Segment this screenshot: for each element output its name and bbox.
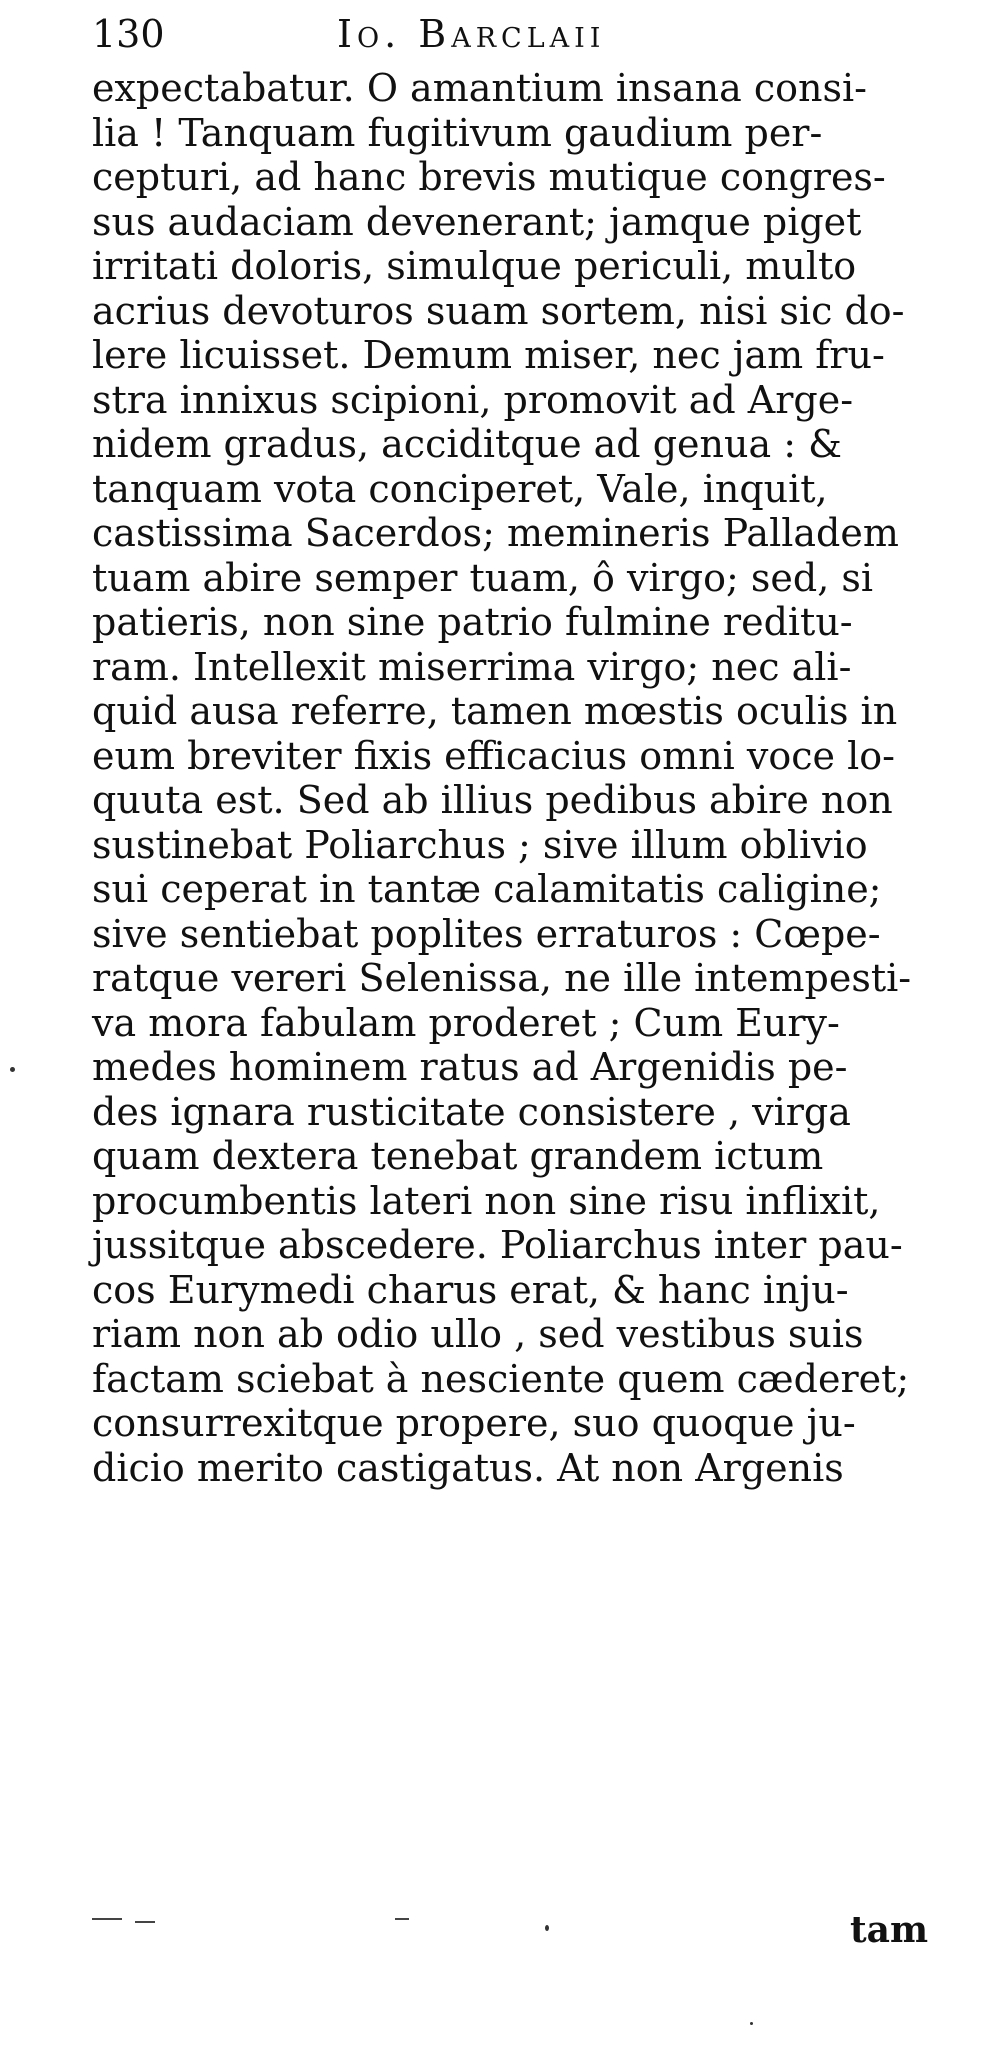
text-line: castissima Sacerdos; memineris Palladem [92,511,899,555]
text-line: eum breviter fixis efficacius omni voce lo- [92,733,895,778]
text-line: expectabatur. O amantium insana consi- [92,66,867,110]
text-line: irritati doloris, simulque periculi, multo [92,244,857,288]
text-line: acrius devoturos suam sortem, nisi sic do- [92,288,905,333]
text-line: nidem gradus, acciditque ad genua : & [92,422,842,466]
catchword: tam [850,1909,929,1951]
text-line: lia ! Tanquam fugitivum gaudium per- [92,110,823,155]
text-line: sustinebat Poliarchus ; sive illum oblivio [92,822,868,867]
text-line: procumbentis lateri non sine risu inflixit, [92,1178,881,1223]
page-header [92,4,712,64]
text-line: consurrexitque propere, suo quoque ju- [92,1401,856,1445]
text-line: sui ceperat in tantæ calamitatis caligine; [92,867,882,911]
text-line: tuam abire semper tuam, ô virgo; sed, si [92,555,874,600]
ink-speck [10,1067,15,1072]
text-line: des ignara rusticitate consistere , virga [92,1089,851,1134]
text-line: jussitque abscedere. Poliarchus inter pau- [92,1223,903,1267]
ink-speck [750,2022,753,2025]
text-line: quam dextera tenebat grandem ictum [92,1134,824,1178]
text-line: medes hominem ratus ad Argenidis pe- [92,1045,848,1089]
text-line: cepturi, ad hanc brevis mutique congres- [92,155,886,199]
text-line: quuta est. Sed ab illius pedibus abire non [92,778,893,822]
text-line: ratque vereri Selenissa, ne ille intempesti- [92,956,912,1000]
text-line: va mora fabulam proderet ; Cum Eury- [92,1000,840,1045]
text-line: sive sentiebat poplites erraturos : Cœpe- [92,911,881,956]
text-line: quid ausa referre, tamen mœstis oculis in [92,689,898,733]
text-line: patieris, non sine patrio fulmine reditu- [92,600,853,644]
text-line: lere licuisset. Demum miser, nec jam fru- [92,333,885,377]
text-line: ram. Intellexit miserrima virgo; nec ali- [92,644,852,689]
text-line: tanquam vota conciperet, Vale, inquit, [92,466,828,511]
text-line: cos Eurymedi charus erat, & hanc inju- [92,1267,849,1312]
running-head: Io. Barclaii [337,12,606,56]
text-line: stra innixus scipioni, promovit ad Arge- [92,377,854,422]
ink-speck [545,1925,549,1931]
text-line: riam non ab odio ullo , sed vestibus suis [92,1312,864,1356]
ink-smudge [395,1918,409,1920]
body-text [92,66,962,1490]
ink-smudge [135,1921,155,1923]
text-line: dicio merito castigatus. At non Argenis [92,1445,844,1490]
text-line: sus audaciam devenerant; jamque piget [92,199,862,244]
ink-smudge [92,1918,122,1920]
page-number: 130 [92,12,165,56]
text-line: factam sciebat à nesciente quem cæderet; [92,1356,910,1401]
